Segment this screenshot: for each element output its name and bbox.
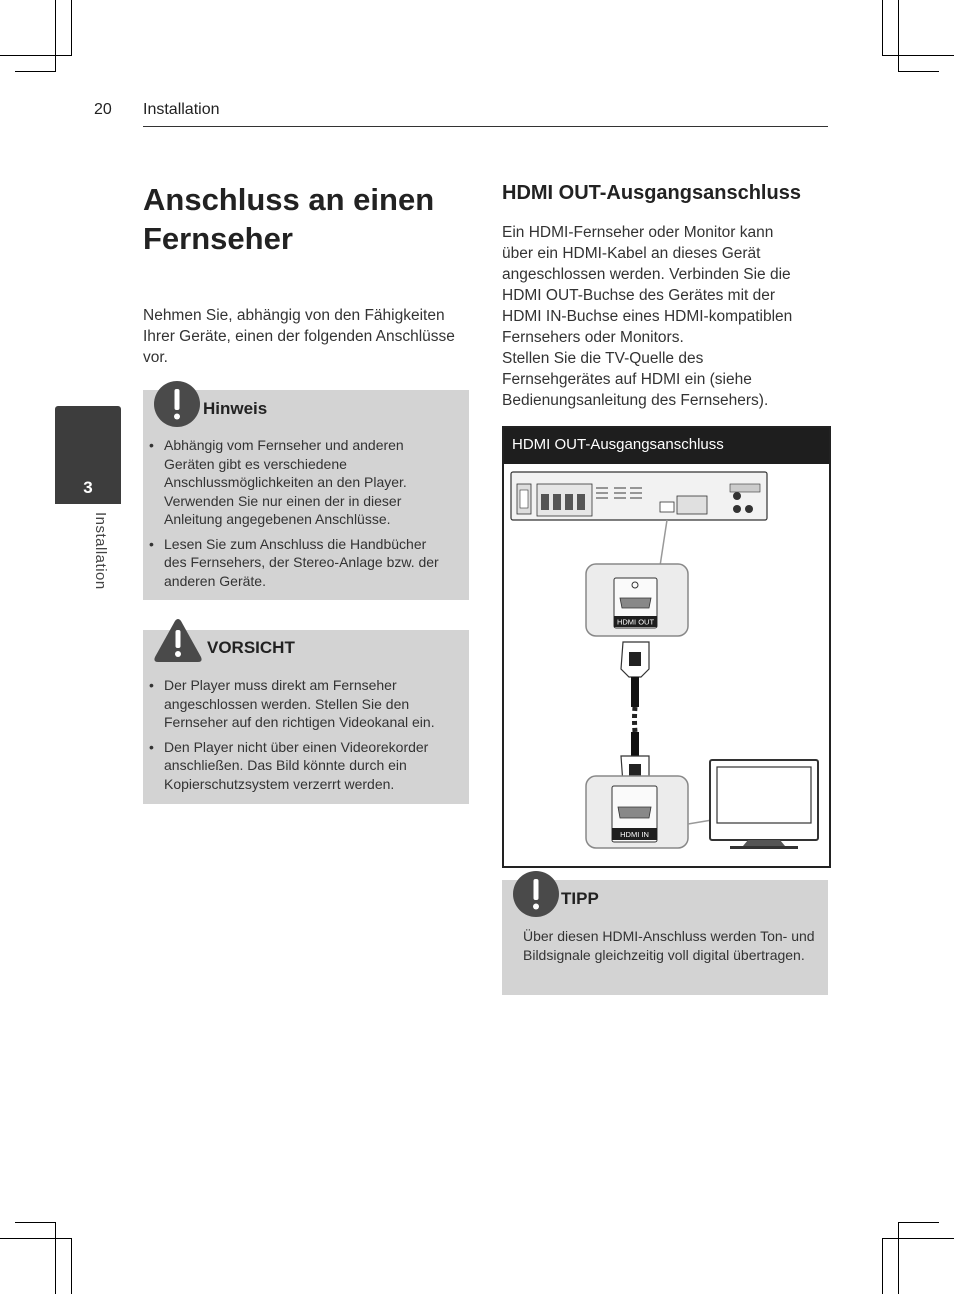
tv-icon (710, 760, 818, 849)
crop-mark (882, 55, 954, 56)
vorsicht-title: VORSICHT (207, 638, 295, 657)
figure-caption: HDMI OUT-Ausgangsanschluss (504, 428, 829, 464)
intro-paragraph: Nehmen Sie, abhängig von den Fähigkeiten Ihrer Geräte, einen der folgenden Anschlüsse vor. (143, 307, 455, 366)
crop-mark (898, 1222, 939, 1223)
body-line: Stellen Sie die TV-Quelle des (502, 350, 704, 367)
crop-mark (882, 1238, 954, 1239)
hdmi-connection-diagram (504, 464, 829, 866)
list-item: • Den Player nicht über einen Videorekorder anschließen. Das Bild könnte durch ein Kopierschutzsystem verzerrt werden. (143, 738, 461, 794)
body-line: Bedienungsanleitung des Fernsehers). (502, 392, 769, 409)
vorsicht-box (143, 630, 469, 804)
list-item: • Abhängig vom Fernseher und anderen Geräten gibt es verschiedene Anschlussmöglichkeiten an den Player. Verwenden Sie nur einen der in dieser Anleitung angegebenen Anschlüsse. (143, 436, 443, 529)
crop-mark (898, 71, 939, 72)
crop-mark (882, 1238, 883, 1294)
body-line: HDMI IN-Buchse eines HDMI-kompatiblen (502, 308, 793, 325)
crop-mark (71, 0, 72, 56)
crop-mark (55, 0, 56, 72)
player-back-panel (511, 472, 767, 520)
hinweis-box (143, 390, 469, 600)
page-number: 20 (94, 101, 112, 118)
crop-mark (0, 55, 72, 56)
page-title: Anschluss an einen Fernseher (143, 182, 435, 256)
body-line: Fernsehers oder Monitors. (502, 329, 684, 346)
connection-figure (502, 426, 831, 868)
body-line: Fernsehgerätes auf HDMI ein (siehe (502, 371, 752, 388)
crop-mark (71, 1238, 72, 1294)
warning-icon (153, 618, 203, 664)
tipp-box (502, 880, 828, 995)
body-line: über ein HDMI-Kabel an dieses Gerät (502, 245, 761, 262)
exclamation-icon (512, 870, 560, 918)
crop-mark (898, 0, 899, 72)
chapter-number: 3 (83, 478, 93, 497)
hdmi-in-label: HDMI IN (620, 830, 649, 839)
crop-mark (0, 1238, 72, 1239)
section-heading: HDMI OUT-Ausgangsanschluss (502, 182, 801, 204)
crop-mark (882, 0, 883, 56)
header-rule (143, 126, 828, 127)
chapter-label: Installation (92, 512, 109, 590)
crop-mark (15, 1222, 56, 1223)
hdmi-cable (621, 642, 649, 792)
hdmi-out-label: HDMI OUT (616, 617, 655, 627)
crop-mark (55, 1222, 56, 1294)
body-line: HDMI OUT-Buchse des Gerätes mit der (502, 287, 776, 304)
tipp-text: Über diesen HDMI-Anschluss werden Ton- und Bildsignale gleichzeitig voll digital übertragen. (523, 928, 815, 963)
list-item: • Der Player muss direkt am Fernseher angeschlossen werden. Stellen Sie den Fernseher auf den richtigen Videokanal ein. (143, 676, 461, 732)
crop-mark (15, 71, 56, 72)
hinweis-list (143, 436, 443, 596)
running-header: Installation (143, 101, 220, 118)
section-body (502, 222, 832, 411)
tipp-title: TIPP (561, 889, 599, 908)
crop-mark (898, 1222, 899, 1294)
exclamation-icon (153, 380, 201, 428)
vorsicht-list (143, 676, 461, 799)
body-line: angeschlossen werden. Verbinden Sie die (502, 266, 791, 283)
list-item: • Lesen Sie zum Anschluss die Handbücher des Fernsehers, der Stereo-Anlage bzw. der anderen Geräte. (143, 535, 443, 591)
body-line: Ein HDMI-Fernseher oder Monitor kann (502, 224, 774, 241)
hinweis-title: Hinweis (203, 399, 268, 418)
